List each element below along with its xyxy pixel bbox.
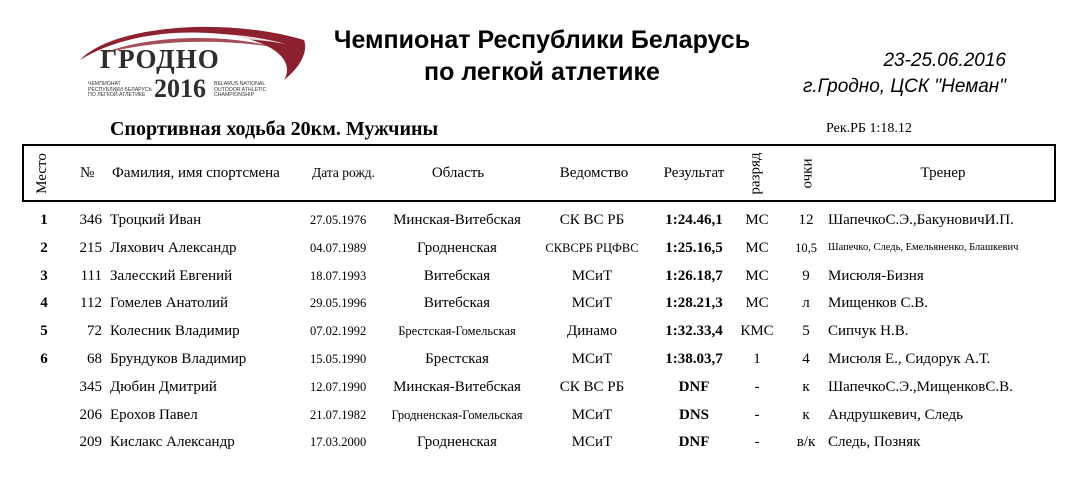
table-row <box>22 317 1056 345</box>
cell-place <box>22 401 66 429</box>
cell-region: Минская-Витебская <box>393 378 521 395</box>
cell-region: Витебская <box>423 267 491 284</box>
table-row <box>22 206 1056 234</box>
table-row <box>22 289 1056 317</box>
cell-name: Кислакс Александр <box>110 434 235 451</box>
cell-org: СК ВС РБ <box>559 212 625 228</box>
cell-coach: Мисюля Е., Сидорук А.Т. <box>828 351 991 367</box>
cell-coach: ШапечкоС.Э.,МищенковС.В. <box>828 378 1013 395</box>
cell-points: 5 <box>802 323 810 340</box>
cell-points: л <box>802 295 810 312</box>
cell-bib: 345 <box>79 378 102 395</box>
cell-place <box>22 373 66 401</box>
cell-coach: Андрушкевич, Следь <box>828 406 963 423</box>
cell-dob: 12.07.1990 <box>310 379 367 394</box>
table-row <box>22 401 1056 429</box>
cell-points: к <box>802 406 810 423</box>
cell-rank: МС <box>745 212 769 228</box>
col-region-header: Область <box>431 164 485 181</box>
cell-region: Брестская-Гомельская <box>398 324 516 339</box>
col-rank-header: разряд <box>747 151 764 195</box>
cell-region: Гродненская <box>417 239 497 256</box>
cell-dob: 18.07.1993 <box>310 268 367 283</box>
cell-dob: 17.03.2000 <box>310 435 367 450</box>
cell-rank: КМС <box>740 323 774 340</box>
event-venue: г.Гродно, ЦСК "Неман" <box>803 76 1006 97</box>
cell-region: Брестская <box>425 351 489 367</box>
cell-name: Брундуков Владимир <box>110 351 247 367</box>
cell-bib: 68 <box>87 351 102 367</box>
cell-org: МСиТ <box>571 295 613 312</box>
cell-name: Ерохов Павел <box>110 406 198 423</box>
cell-coach: Следь, Позняк <box>828 434 921 451</box>
event-name: Спортивная ходьба 20км. Мужчины <box>110 118 439 140</box>
col-name-header: Фамилия, имя спортсмена <box>112 164 280 181</box>
col-points-header: очки <box>799 158 816 188</box>
cell-rank: - <box>754 434 760 451</box>
cell-place: 5 <box>40 323 48 340</box>
cell-points: в/к <box>796 434 816 451</box>
col-bib-header: № <box>80 164 95 181</box>
cell-result: 1:28.21,3 <box>665 295 723 312</box>
cell-org: МСиТ <box>571 434 613 451</box>
cell-org: Динамо <box>567 323 617 340</box>
cell-result: 1:24.46,1 <box>665 212 723 228</box>
cell-result: 1:38.03,7 <box>665 351 723 367</box>
cell-region: Минская-Витебская <box>393 212 521 228</box>
cell-result: DNF <box>678 434 710 451</box>
col-coach-header: Тренер <box>920 164 966 181</box>
cell-name: Ляхович Александр <box>110 239 237 256</box>
cell-name: Залесский Евгений <box>110 267 233 284</box>
table-row <box>22 428 1056 456</box>
table-row <box>22 345 1056 373</box>
logo-city: ГРОДНО <box>100 44 220 74</box>
cell-bib: 206 <box>79 406 102 423</box>
cell-points: 9 <box>802 267 810 284</box>
cell-rank: - <box>754 406 760 423</box>
cell-result: 1:26.18,7 <box>665 267 723 284</box>
cell-result: 1:32.33,4 <box>665 323 723 340</box>
cell-dob: 21.07.1982 <box>310 407 367 422</box>
cell-dob: 29.05.1996 <box>310 296 367 311</box>
event-dates: 23-25.06.2016 <box>883 50 1006 71</box>
cell-bib: 111 <box>80 267 102 284</box>
cell-bib: 209 <box>79 434 102 451</box>
col-place-header: Место <box>33 152 50 194</box>
cell-result: 1:25.16,5 <box>665 239 723 256</box>
cell-rank: МС <box>745 267 769 284</box>
cell-points: 4 <box>802 351 810 367</box>
col-org-header: Ведомство <box>559 164 629 181</box>
logo-caption-ru: ЧЕМПИОНАТ РЕСПУБЛИКИ БЕЛАРУСЬ ПО ЛЕГКОЙ АТЛЕТИКЕ <box>88 81 152 99</box>
cell-coach: Шапечко, Следь, Емельяненко, Блашкевич <box>828 241 1019 253</box>
cell-org: МСиТ <box>571 406 613 423</box>
cell-points: к <box>802 378 810 395</box>
cell-region: Гродненская <box>417 434 497 451</box>
cell-org: МСиТ <box>571 351 613 367</box>
cell-place: 4 <box>40 295 48 312</box>
cell-bib: 346 <box>79 212 102 228</box>
cell-rank: МС <box>745 239 769 256</box>
cell-org: СК ВС РБ <box>559 378 625 395</box>
cell-place: 1 <box>40 212 48 228</box>
cell-name: Колесник Владимир <box>110 323 240 340</box>
cell-coach: Мисюля-Бизня <box>828 267 924 284</box>
logo-caption-en: BELARUS NATIONAL OUTDOOR ATHLETIC CHAMPIONSHIP <box>214 81 267 99</box>
cell-rank: - <box>754 378 760 395</box>
logo-year: 2016 <box>154 74 206 103</box>
event-logo <box>72 20 312 108</box>
table-header <box>22 144 1056 202</box>
table-row <box>22 373 1056 401</box>
cell-place: 6 <box>40 351 48 367</box>
cell-name: Гомелев Анатолий <box>110 295 229 312</box>
cell-bib: 72 <box>87 323 102 340</box>
cell-dob: 07.02.1992 <box>310 324 367 339</box>
cell-bib: 215 <box>79 239 102 256</box>
cell-org: МСиТ <box>571 267 613 284</box>
national-record: Рек.РБ 1:18.12 <box>826 121 912 136</box>
cell-place: 3 <box>40 267 48 284</box>
table-row <box>22 234 1056 262</box>
col-dob-header: Дата рожд. <box>312 165 376 180</box>
col-result-header: Результат <box>663 164 725 181</box>
cell-coach: ШапечкоС.Э.,БакуновичИ.П. <box>828 212 1014 228</box>
cell-coach: Сипчук Н.В. <box>828 323 909 340</box>
cell-org: СКВСРБ РЦФВС <box>545 240 639 255</box>
cell-dob: 04.07.1989 <box>310 240 367 255</box>
cell-name: Дюбин Дмитрий <box>110 378 217 395</box>
cell-place: 2 <box>40 239 48 256</box>
cell-region: Гродненская-Гомельская <box>391 407 523 422</box>
cell-dob: 15.05.1990 <box>310 352 367 366</box>
cell-region: Витебская <box>423 295 491 312</box>
cell-points: 12 <box>798 212 814 228</box>
cell-name: Троцкий Иван <box>110 212 202 228</box>
table-row <box>22 262 1056 290</box>
cell-dob: 27.05.1976 <box>310 213 367 227</box>
cell-place <box>22 428 66 456</box>
cell-coach: Мищенков С.В. <box>828 295 928 312</box>
cell-result: DNF <box>678 378 710 395</box>
championship-title: Чемпионат Республики Беларусь по легкой атлетике <box>333 26 751 86</box>
cell-bib: 112 <box>80 295 102 312</box>
cell-rank: МС <box>745 295 769 312</box>
cell-rank: 1 <box>753 351 761 367</box>
cell-points: 10,5 <box>795 240 817 255</box>
cell-result: DNS <box>678 406 709 423</box>
